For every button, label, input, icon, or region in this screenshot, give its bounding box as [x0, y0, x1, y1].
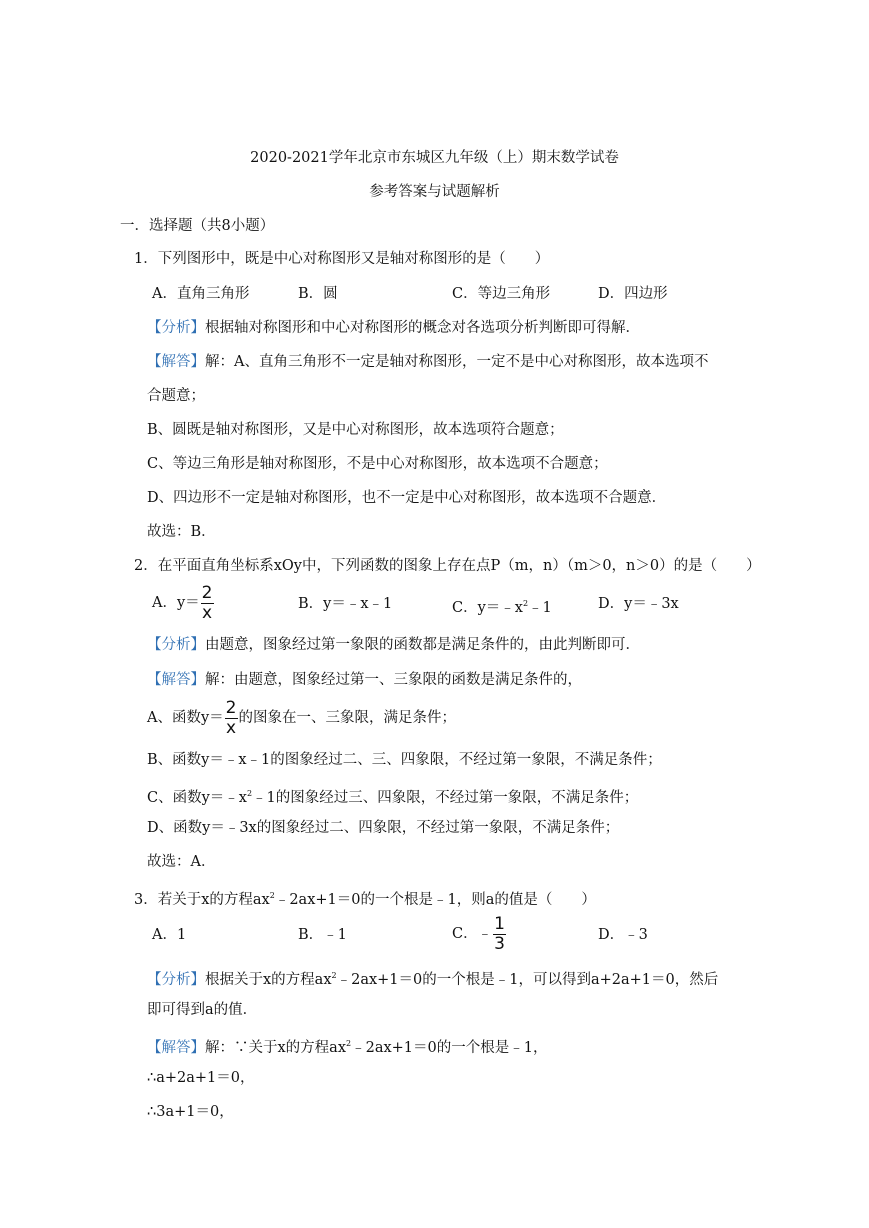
q1-option-c: C．等边三角形: [452, 286, 551, 302]
q1-analysis: 【分析】根据轴对称图形和中心对称图形的概念对各选项分析判断即可得解．: [147, 320, 640, 336]
q2-answer-line-1: 【解答】解：由题意，图象经过第一、三象限的函数是满足条件的，: [147, 672, 582, 688]
q1-conclusion: 故选：B．: [147, 524, 216, 540]
document-subtitle: 参考答案与试题解析: [369, 184, 500, 200]
q2-option-b: B．y＝﹣x﹣1: [298, 596, 393, 612]
question-3-stem: 3．若关于x的方程$ax^2﹣2ax+1=0$的一个根是﹣1，则a的值是（ ）: [134, 891, 596, 908]
q3-answer-line-1: 【解答】解：∵关于x的方程$ax^2﹣2ax+1=0$的一个根是﹣1，: [147, 1039, 548, 1056]
q1-answer-line-4: C、等边三角形是轴对称图形，不是中心对称图形，故本选项不合题意；: [147, 456, 608, 472]
q2-option-d: D．y＝﹣3x: [598, 596, 679, 612]
q1-answer-line-1: 【解答】解：A、直角三角形不一定是轴对称图形，一定不是中心对称图形，故本选项不: [147, 354, 709, 370]
answer-tag: 【解答】: [147, 672, 205, 688]
answer-tag: 【解答】: [147, 1040, 205, 1056]
q3-option-c: C．﹣ $\frac{1}{3}$: [452, 913, 505, 954]
q2-option-c: C．$y=﹣x^2﹣1$: [452, 599, 552, 616]
q3-option-d: D．﹣3: [598, 927, 648, 943]
fraction: $\frac{2}{x}$: [201, 582, 213, 623]
q3-analysis-line-2: 即可得到a的值．: [147, 1002, 258, 1018]
q2-answer-line-d: D、函数y＝﹣3x的图象经过二、四象限，不经过第一象限，不满足条件；: [147, 820, 620, 836]
document-title: 2020-2021学年北京市东城区九年级（上）期末数学试卷: [250, 150, 619, 166]
fraction: $\frac{1}{3}$: [494, 913, 505, 954]
analysis-tag: 【分析】: [147, 320, 205, 336]
section-heading: 一．选择题（共8小题）: [120, 218, 275, 234]
q1-option-b: B．圆: [298, 286, 338, 302]
question-1-stem: 1．下列图形中，既是中心对称图形又是轴对称图形的是（ ）: [134, 251, 550, 267]
q3-step-1: ∴a+2a+1＝0，: [147, 1070, 255, 1086]
q1-answer-line-5: D、四边形不一定是轴对称图形，也不一定是中心对称图形，故本选项不合题意．: [147, 490, 667, 506]
q3-step-2: ∴3a+1＝0，: [147, 1104, 234, 1120]
q2-conclusion: 故选：A．: [147, 854, 216, 870]
analysis-tag: 【分析】: [147, 637, 205, 653]
q3-option-a: A．1: [152, 927, 187, 943]
q1-option-d: D．四边形: [598, 286, 668, 302]
q2-answer-line-b: B、函数y＝﹣x﹣1的图象经过二、三、四象限，不经过第一象限，不满足条件；: [147, 752, 662, 768]
q2-option-a: A．y＝ $\frac{2}{x}$: [152, 582, 213, 623]
q3-option-b: B．﹣1: [298, 927, 347, 943]
q2-answer-line-a: A、函数y＝ $\frac{2}{x}$ 的图象在一、三象限，满足条件；: [147, 697, 456, 738]
q1-answer-line-2: 合题意；: [147, 388, 205, 404]
q1-answer-line-3: B、圆既是轴对称图形，又是中心对称图形，故本选项符合题意；: [147, 422, 564, 438]
q2-analysis: 【分析】由题意，图象经过第一象限的函数都是满足条件的，由此判断即可．: [147, 637, 640, 653]
q3-analysis-line-1: 【分析】根据关于x的方程$ax^2﹣2ax+1=0$的一个根是﹣1，可以得到a+2a+1＝0，然后: [147, 971, 719, 988]
q2-answer-line-c: C、函数$y=﹣x^2﹣1$的图象经过三、四象限，不经过第一象限，不满足条件；: [147, 789, 639, 806]
question-2-stem: 2．在平面直角坐标系xOy中，下列函数的图象上存在点P（m，n）（m＞0，n＞0）的是（ ）: [134, 558, 761, 574]
q1-option-a: A．直角三角形: [152, 286, 250, 302]
fraction: $\frac{2}{x}$: [225, 697, 237, 738]
analysis-tag: 【分析】: [147, 972, 205, 988]
answer-tag: 【解答】: [147, 354, 205, 370]
